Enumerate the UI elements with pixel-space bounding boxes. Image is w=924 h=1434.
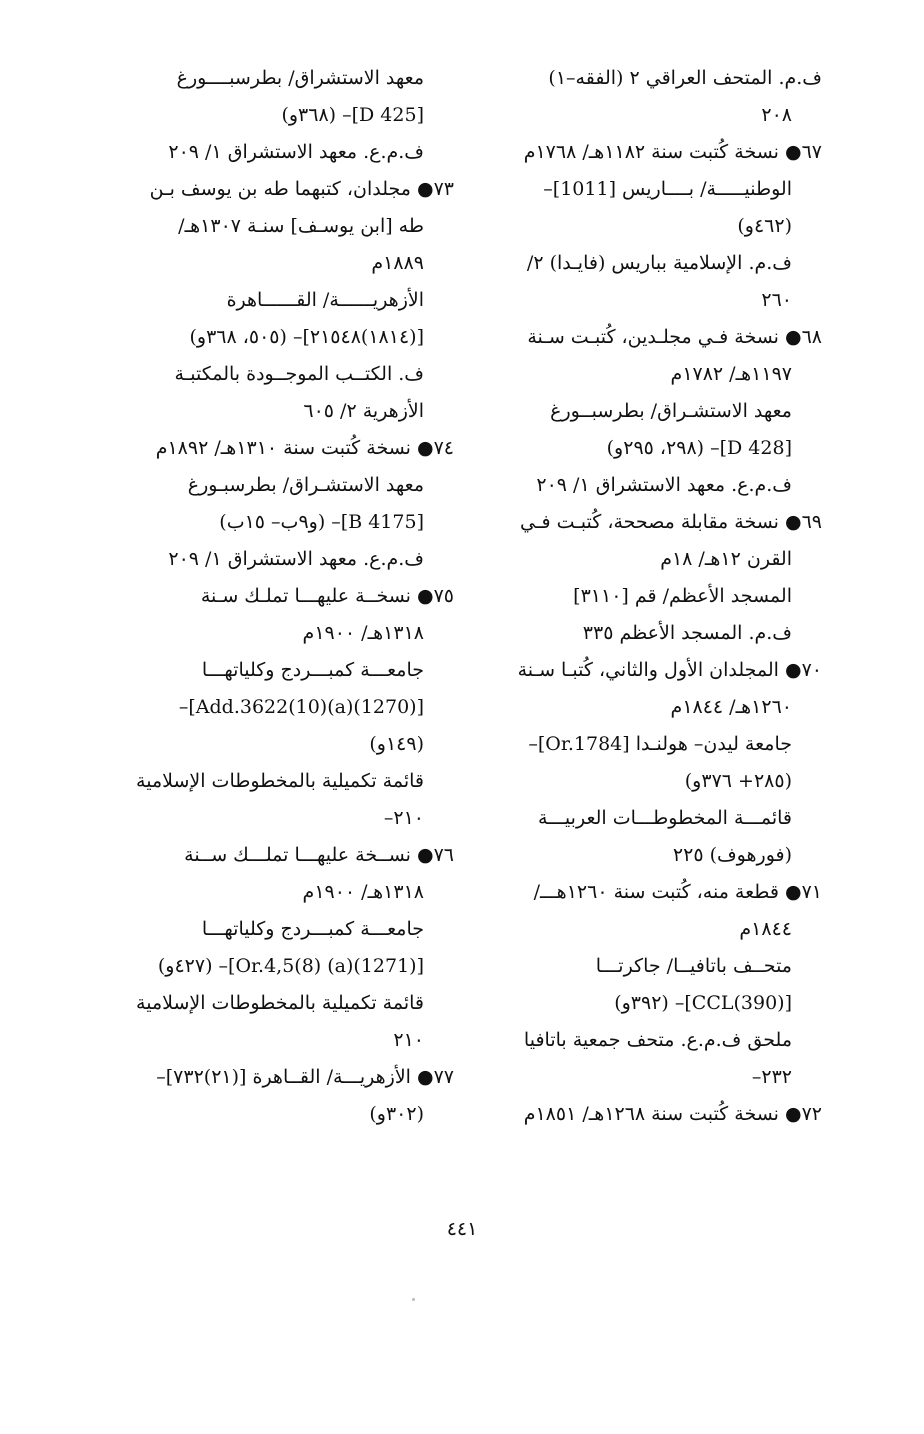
entry-line: [(١٨١٤)٢١٥٤٨]– (٥٠٥، ٣٦٨و) bbox=[189, 326, 424, 348]
entry-line: ١٣١٨هـ/ ١٩٠٠م bbox=[302, 622, 424, 644]
scan-speck bbox=[412, 1298, 415, 1301]
entry-line: ١٨٤٤م bbox=[739, 918, 792, 940]
entry-heading-line: ٧٤● نسخة كُتبت سنة ١٣١٠هـ/ ١٨٩٢م bbox=[155, 437, 454, 459]
entry-line: ف.م.ع. معهد الاستشراق ١/ ٢٠٩ bbox=[168, 548, 424, 570]
entry-line: معهد الاستشراق/ بطرسبــــورغ bbox=[176, 67, 424, 89]
entry-line: [(1270)(a)Add.3622(10)]– bbox=[178, 696, 424, 718]
entry-line: قائمة تكميلية بالمخطوطات الإسلامية bbox=[136, 770, 424, 792]
entry-heading-line: ٧١● قطعة منه، كُتبت سنة ١٢٦٠هـــ/ bbox=[533, 881, 822, 903]
entry-line: (٣٠٢و) bbox=[369, 1103, 424, 1125]
entry-line: ٢١٠– bbox=[383, 807, 424, 829]
entry-heading-line: ٦٧● نسخة كُتبت سنة ١١٨٢هـ/ ١٧٦٨م bbox=[523, 141, 822, 163]
entry-line: ٢٠٨ bbox=[761, 104, 792, 126]
entry-line: [(1271)(a) Or.4,5(8)]– (٤٢٧و) bbox=[157, 955, 424, 977]
entry-line: [(390)CCL]– (٣٩٢و) bbox=[614, 992, 792, 1014]
entry-heading-line: ٧٦● نســخة عليهـــا تملـــك ســنة bbox=[184, 844, 454, 866]
entry-line: ف.م. الإسلامية بباريس (فايـدا) ٢/ bbox=[526, 252, 792, 274]
entry-heading-line: ٧٠● المجلدان الأول والثاني، كُتبـا سـنة bbox=[517, 659, 822, 681]
entry-heading-line: ٧٥● نسخــة عليهـــا تملـك سـنة bbox=[200, 585, 454, 607]
entry-line: [D 425]– (٣٦٨و) bbox=[281, 104, 424, 126]
entry-line: ف. الكتــب الموجــودة بالمكتبـة bbox=[174, 363, 424, 385]
entry-line: طه [ابن يوسـف] سنـة ١٣٠٧هـ/ bbox=[178, 215, 424, 237]
entry-line: ١٣١٨هـ/ ١٩٠٠م bbox=[302, 881, 424, 903]
entry-heading-line: ٦٨● نسخة فـي مجلـدين، كُتبـت سـنة bbox=[527, 326, 822, 348]
entry-line: ملحق ف.م.ع. متحف جمعية باتافيا bbox=[523, 1029, 792, 1051]
entry-line: [D 428]– (٢٩٨، ٢٩٥و) bbox=[606, 437, 792, 459]
entry-line: جامعـــة كمبـــردج وكلياتهـــا bbox=[201, 918, 424, 940]
entry-line: ف.م.ع. معهد الاستشراق ١/ ٢٠٩ bbox=[536, 474, 792, 496]
entry-heading-line: ف.م. المتحف العراقي ٢ (الفقه–١) bbox=[548, 67, 822, 89]
entry-line: ١٢٦٠هـ/ ١٨٤٤م bbox=[670, 696, 792, 718]
right-column bbox=[468, 60, 822, 1133]
entry-line: [B 4175]– (و٩ب– ١٥ب) bbox=[219, 511, 424, 533]
page-number: ٤٤١ bbox=[446, 1218, 478, 1240]
entry-line: (١٤٩و) bbox=[369, 733, 424, 755]
left-column bbox=[100, 60, 454, 1133]
entry-line: جامعـــة كمبـــردج وكلياتهـــا bbox=[201, 659, 424, 681]
entry-line: (٤٦٢و) bbox=[737, 215, 792, 237]
entry-line: ٢٦٠ bbox=[761, 289, 792, 311]
entry-line: ف.م. المسجد الأعظم ٣٣٥ bbox=[582, 622, 792, 644]
entry-heading-line: ٦٩● نسخة مقابلة مصححة، كُتبـت فـي bbox=[520, 511, 822, 533]
entry-line: ٢٣٢– bbox=[751, 1066, 792, 1088]
entry-line: القرن ١٢هـ/ ١٨م bbox=[660, 548, 792, 570]
entry-line: ٢١٠ bbox=[393, 1029, 424, 1051]
entry-line: معهد الاستشـراق/ بطرسبـورغ bbox=[187, 474, 424, 496]
entry-line: معهد الاستشـراق/ بطرسبــورغ bbox=[550, 400, 792, 422]
entry-heading-line: ٧٣● مجلدان، كتبهما طه بن يوسف بـن bbox=[149, 178, 454, 200]
entry-line: الأزهريــــــة/ القــــــاهرة bbox=[226, 289, 424, 311]
entry-line: ف.م.ع. معهد الاستشراق ١/ ٢٠٩ bbox=[168, 141, 424, 163]
entry-line: (٢٨٥+ ٣٧٦و) bbox=[684, 770, 792, 792]
entry-line: قائمـــة المخطوطـــات العربيـــة bbox=[538, 807, 792, 829]
entry-line: الأزهرية ٢/ ٦٠٥ bbox=[303, 400, 424, 422]
entry-line: (فورهوف) ٢٢٥ bbox=[672, 844, 792, 866]
entry-line: متحــف باتافيــا/ جاكرتـــا bbox=[595, 955, 792, 977]
entry-heading-line: ٧٧● الأزهريـــة/ القــاهرة [(٢١)٧٣٢]– bbox=[156, 1066, 454, 1088]
entry-line: المسجد الأعظم/ قم [٣١١٠] bbox=[573, 585, 792, 607]
entry-heading-line: ٧٢● نسخة كُتبت سنة ١٢٦٨هـ/ ١٨٥١م bbox=[523, 1103, 822, 1125]
entry-line: الوطنيـــــة/ بــــاريس [1011]– bbox=[543, 178, 792, 200]
entry-line: قائمة تكميلية بالمخطوطات الإسلامية bbox=[136, 992, 424, 1014]
entry-line: ١٨٨٩م bbox=[371, 252, 424, 274]
entry-line: ١١٩٧هـ/ ١٧٨٢م bbox=[670, 363, 792, 385]
entry-line: جامعة ليدن– هولنـدا [Or.1784]– bbox=[528, 733, 792, 755]
